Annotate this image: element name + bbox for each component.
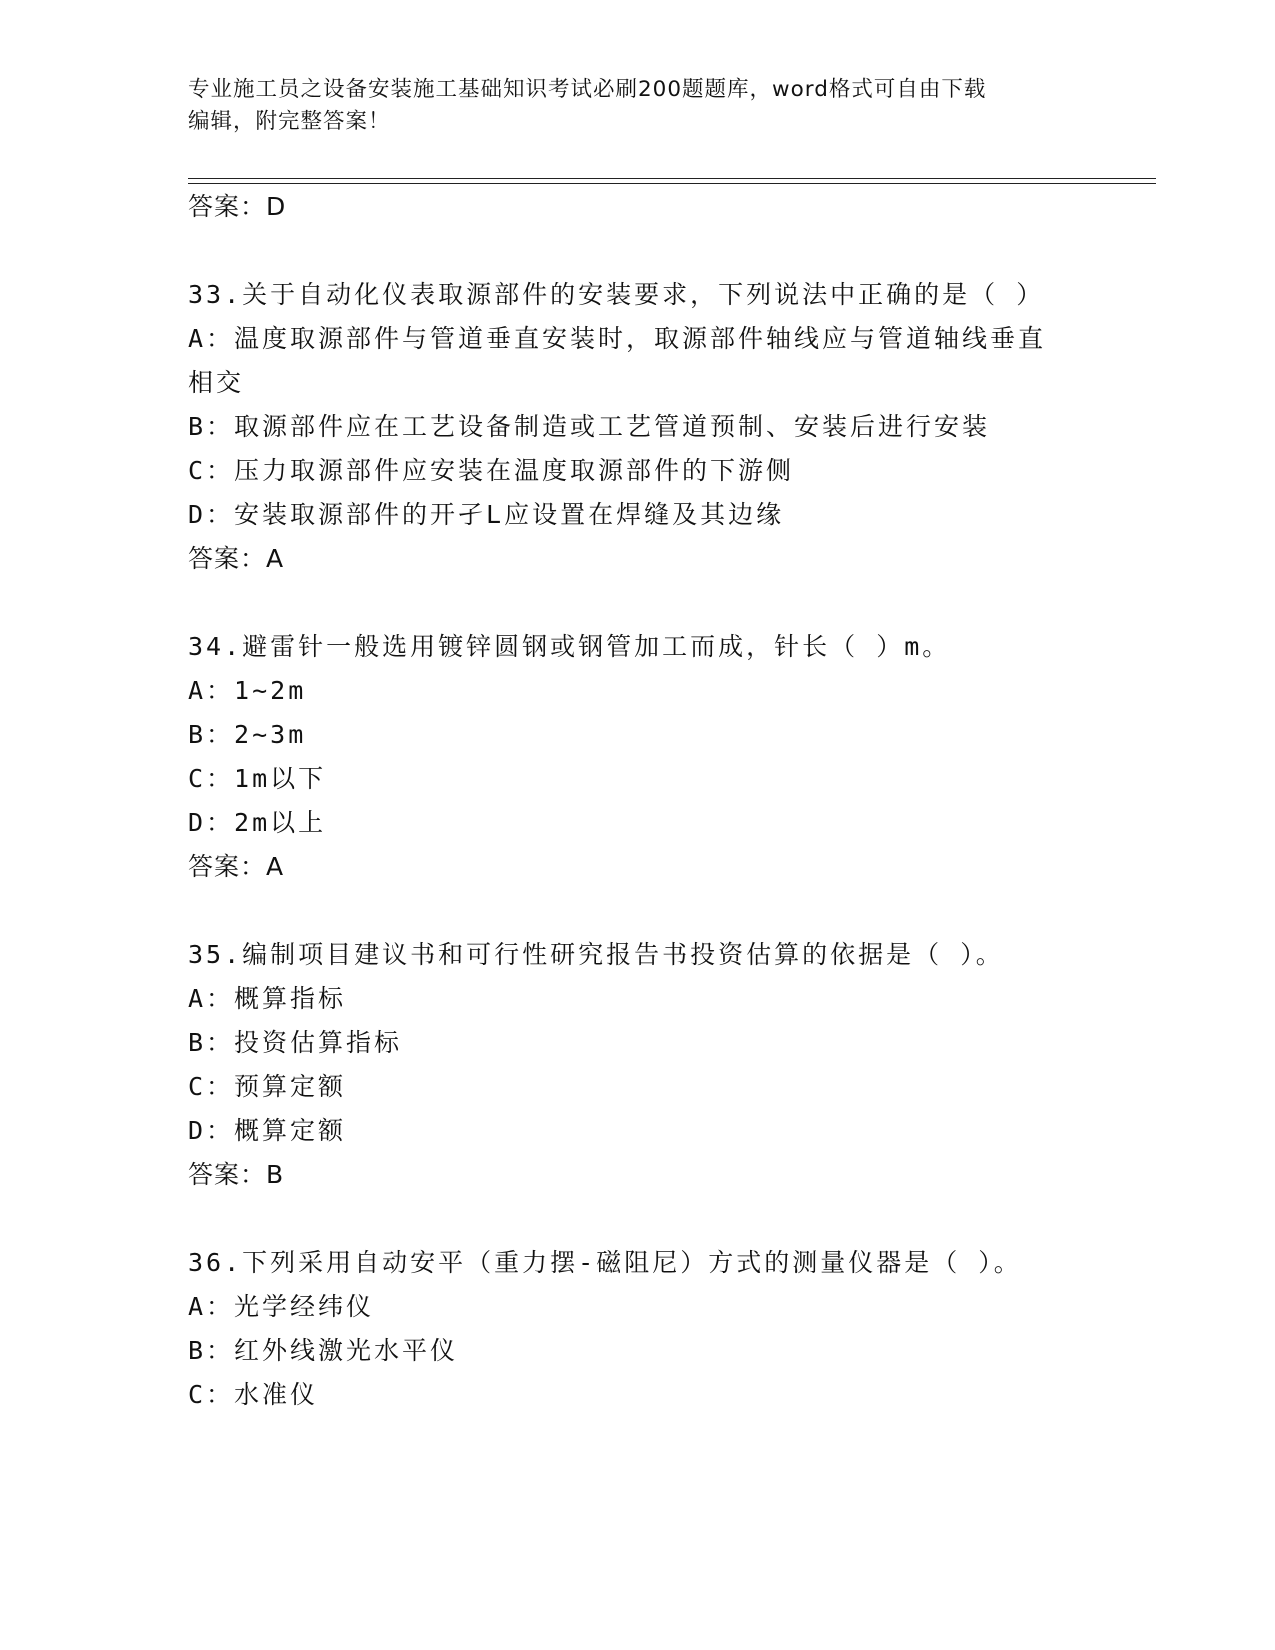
- question-33-option-a: A：温度取源部件与管道垂直安装时，取源部件轴线应与管道轴线垂直: [188, 324, 1047, 353]
- question-36-stem: 36.下列采用自动安平（重力摆-磁阻尼）方式的测量仪器是（ ）。: [188, 1248, 1022, 1277]
- question-34-option-b: B：2~3m: [188, 720, 307, 749]
- question-35-option-c: C：预算定额: [188, 1072, 347, 1101]
- question-36-option-a: A：光学经纬仪: [188, 1292, 375, 1321]
- question-33-option-a-continued: 相交: [188, 368, 245, 397]
- question-34-stem: 34.避雷针一般选用镀锌圆钢或钢管加工而成，针长（ ）m。: [188, 632, 951, 661]
- question-35-option-a: A：概算指标: [188, 984, 347, 1013]
- header-rule-top: [188, 178, 1156, 179]
- question-33-answer: 答案：A: [188, 544, 285, 573]
- question-34-option-a: A：1~2m: [188, 676, 307, 705]
- header-title-line-1: 专业施工员之设备安装施工基础知识考试必刷200题题库，word格式可自由下载: [188, 77, 987, 102]
- question-34-option-d: D：2m以上: [188, 808, 327, 837]
- question-35-stem: 35.编制项目建议书和可行性研究报告书投资估算的依据是（ ）。: [188, 940, 1004, 969]
- question-35-answer: 答案：B: [188, 1160, 285, 1189]
- question-33-option-c: C：压力取源部件应安装在温度取源部件的下游侧: [188, 456, 795, 485]
- previous-answer: 答案：D: [188, 192, 287, 221]
- question-33-option-b: B：取源部件应在工艺设备制造或工艺管道预制、安装后进行安装: [188, 412, 991, 441]
- question-35-option-d: D：概算定额: [188, 1116, 347, 1145]
- question-36-option-b: B：红外线激光水平仪: [188, 1336, 459, 1365]
- header-rule-bottom: [188, 183, 1156, 184]
- question-35-option-b: B：投资估算指标: [188, 1028, 403, 1057]
- document-header: [188, 74, 1088, 138]
- question-33-option-d: D：安装取源部件的开孑L应设置在焊缝及其边缘: [188, 500, 785, 529]
- question-34-option-c: C：1m以下: [188, 764, 327, 793]
- question-34-answer: 答案：A: [188, 852, 285, 881]
- header-title-line-2: 编辑，附完整答案！: [188, 109, 391, 134]
- question-33-stem: 33.关于自动化仪表取源部件的安装要求，下列说法中正确的是（ ）: [188, 280, 1045, 309]
- question-36-option-c: C：水准仪: [188, 1380, 319, 1409]
